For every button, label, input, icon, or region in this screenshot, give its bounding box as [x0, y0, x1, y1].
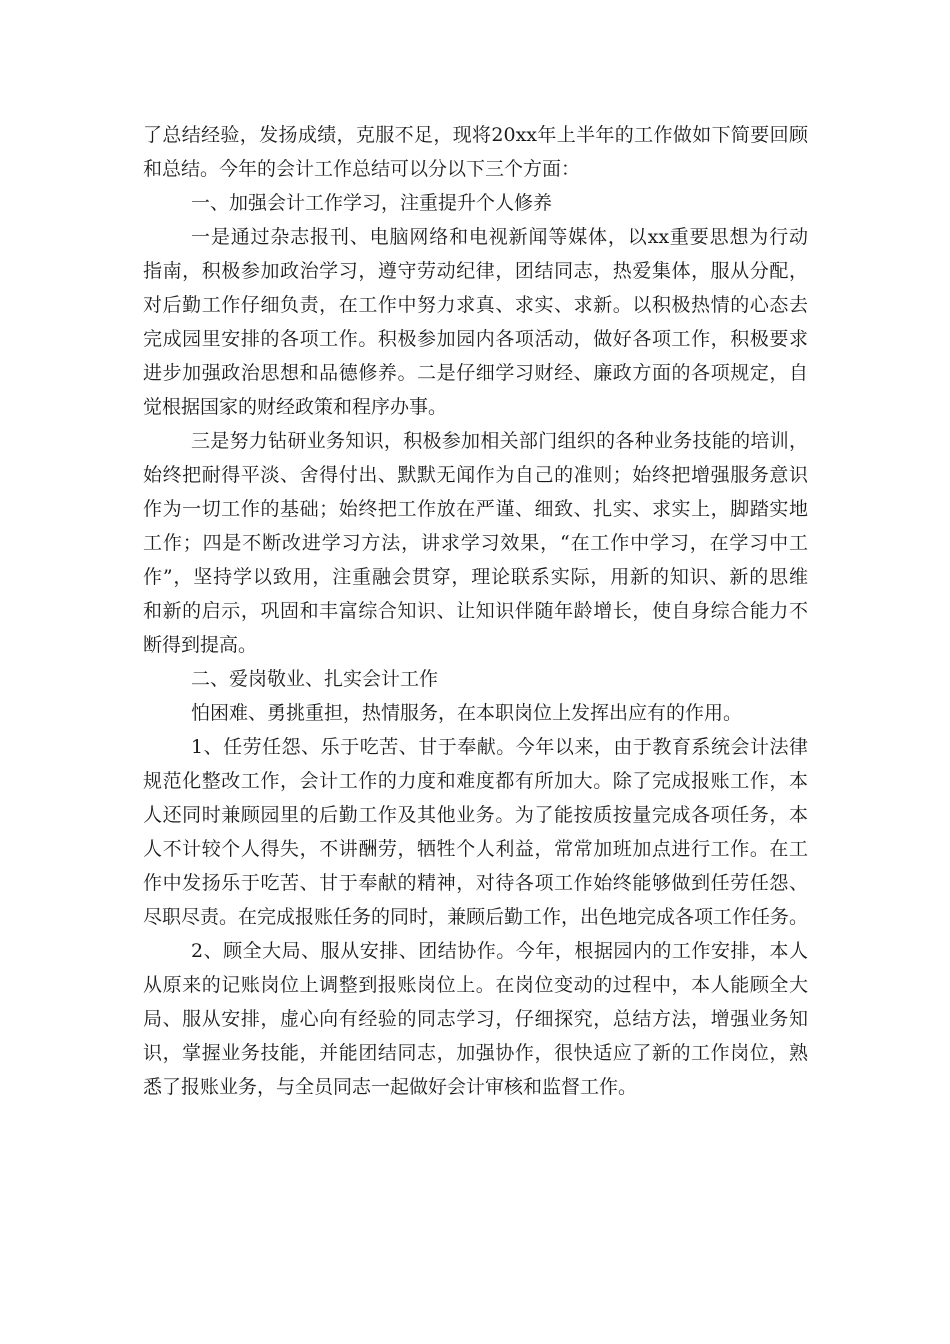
text-line: 人还同时兼顾园里的后勤工作及其他业务。为了能按质按量完成各项任务，本: [143, 804, 808, 826]
text-line: 识，掌握业务技能，并能团结同志，加强协作，很快适应了新的工作岗位，熟: [143, 1042, 808, 1064]
text-line: 始终把耐得平淡、舍得付出、默默无闻作为自己的准则；始终把增强服务意识: [143, 464, 808, 486]
text-line: 工作；四是不断改进学习方法，讲求学习效果，“在工作中学习，在学习中工: [143, 532, 808, 554]
text-line: 作中发扬乐于吃苦、甘于奉献的精神，对待各项工作始终能够做到任劳任怨、: [143, 872, 808, 894]
text-line: 1、任劳任怨、乐于吃苦、甘于奉献。今年以来，由于教育系统会计法律: [191, 736, 808, 758]
text-line: 悉了报账业务，与全员同志一起做好会计审核和监督工作。: [143, 1076, 638, 1098]
text-line: 作”，坚持学以致用，注重融会贯穿，理论联系实际，用新的知识、新的思维: [143, 566, 808, 588]
text-line: 一、加强会计工作学习，注重提升个人修养: [191, 192, 553, 214]
text-line: 三是努力钻研业务知识，积极参加相关部门组织的各种业务技能的培训，: [191, 430, 808, 452]
document-body: [143, 118, 808, 1104]
text-line: 了总结经验，发扬成绩，克服不足，现将20xx年上半年的工作做如下简要回顾: [143, 124, 808, 146]
text-line: 进步加强政治思想和品德修养。二是仔细学习财经、廉政方面的各项规定，自: [143, 362, 808, 384]
text-line: 二、爱岗敬业、扎实会计工作: [191, 668, 439, 690]
text-line: 人不计较个人得失，不讲酬劳，牺牲个人利益，常常加班加点进行工作。在工: [143, 838, 808, 860]
text-line: 和新的启示，巩固和丰富综合知识、让知识伴随年龄增长，使自身综合能力不: [143, 600, 808, 622]
text-line: 规范化整改工作，会计工作的力度和难度都有所加大。除了完成报账工作，本: [143, 770, 808, 792]
text-line: 作为一切工作的基础；始终把工作放在严谨、细致、扎实、求实上，脚踏实地: [143, 498, 808, 520]
text-line: 觉根据国家的财经政策和程序办事。: [143, 396, 448, 418]
text-line: 2、顾全大局、服从安排、团结协作。今年，根据园内的工作安排，本人: [191, 940, 808, 962]
text-line: 怕困难、勇挑重担，热情服务，在本职岗位上发挥出应有的作用。: [191, 702, 743, 724]
text-line: 一是通过杂志报刊、电脑网络和电视新闻等媒体，以xx重要思想为行动: [191, 226, 808, 248]
text-line: 指南，积极参加政治学习，遵守劳动纪律，团结同志，热爱集体，服从分配，: [143, 260, 808, 282]
text-line: 尽职尽责。在完成报账任务的同时，兼顾后勤工作，出色地完成各项工作任务。: [143, 906, 808, 928]
text-line: 从原来的记账岗位上调整到报账岗位上。在岗位变动的过程中，本人能顾全大: [143, 974, 808, 996]
text-line: 局、服从安排，虚心向有经验的同志学习，仔细探究，总结方法，增强业务知: [143, 1008, 808, 1030]
text-line: 完成园里安排的各项工作。积极参加园内各项活动，做好各项工作，积极要求: [143, 328, 808, 350]
text-line: 对后勤工作仔细负责，在工作中努力求真、求实、求新。以积极热情的心态去: [143, 294, 808, 316]
text-line: 和总结。今年的会计工作总结可以分以下三个方面：: [143, 158, 581, 180]
text-line: 断得到提高。: [143, 634, 258, 656]
